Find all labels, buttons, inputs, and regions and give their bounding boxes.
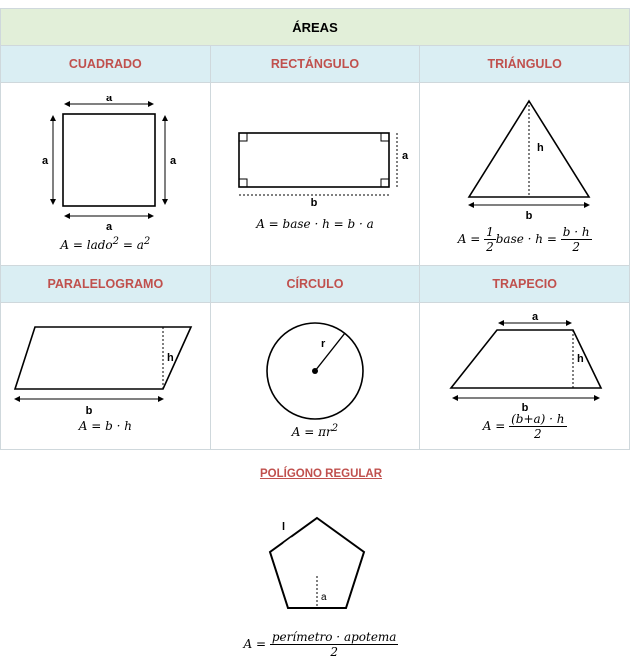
frac2-num: b · h bbox=[562, 224, 590, 239]
cell-trapecio bbox=[420, 303, 630, 450]
square-shape bbox=[63, 114, 155, 206]
triangle-label-height: h bbox=[536, 141, 544, 154]
parallelogram-label-base: b bbox=[85, 405, 93, 417]
heading-circulo: CÍRCULO bbox=[210, 266, 420, 303]
heading-paralelogramo: PARALELOGRAMO bbox=[1, 266, 211, 303]
parallelogram-figure bbox=[5, 319, 205, 419]
formula-circulo-lhs: A = πr bbox=[291, 425, 332, 439]
square-label-right: a bbox=[170, 155, 177, 167]
areas-table bbox=[0, 8, 630, 450]
formula-cuadrado-exp2: 2 bbox=[143, 236, 151, 247]
formula-cuadrado-lhs: A = bbox=[60, 238, 87, 252]
cell-triangulo bbox=[420, 83, 630, 266]
formula-triangulo bbox=[420, 225, 629, 254]
rectangle-shape bbox=[239, 133, 389, 187]
trapezoid-label-base: b bbox=[521, 401, 529, 412]
frac1-num: 1 bbox=[486, 224, 494, 239]
square-label-top: a bbox=[106, 96, 113, 104]
trapezoid-label-top: a bbox=[531, 311, 538, 323]
heading-triangulo: TRIÁNGULO bbox=[420, 46, 630, 83]
frac1-den: 2 bbox=[486, 239, 494, 254]
trapezoid-figure bbox=[425, 312, 625, 412]
cell-circulo bbox=[210, 303, 420, 450]
formula-cuadrado-term: lado bbox=[86, 238, 113, 252]
formula-triangulo-frac2 bbox=[561, 225, 592, 254]
triangle-figure bbox=[425, 95, 625, 225]
triangle-label-base: b bbox=[525, 209, 533, 222]
formula-poligono bbox=[0, 630, 642, 659]
square-label-left: a bbox=[42, 155, 49, 167]
rectangle-label-height: a bbox=[401, 150, 409, 162]
formula-trapecio bbox=[420, 412, 629, 441]
formula-poligono-lhs: A = bbox=[243, 637, 270, 651]
formula-triangulo-mid: base · h = bbox=[495, 231, 561, 246]
poligono-den: 2 bbox=[330, 645, 338, 659]
formula-cuadrado bbox=[1, 236, 210, 252]
pentagon-label-side: l bbox=[282, 521, 286, 533]
cell-paralelogramo bbox=[1, 303, 211, 450]
parallelogram-shape bbox=[15, 327, 191, 389]
pentagon-figure bbox=[258, 508, 384, 632]
formula-poligono-frac bbox=[270, 630, 399, 659]
formula-cuadrado-mid: = a bbox=[119, 238, 144, 252]
page-title: ÁREAS bbox=[1, 9, 630, 46]
formula-circulo-exp: 2 bbox=[331, 423, 339, 434]
areas-sheet bbox=[0, 8, 630, 450]
formula-circulo bbox=[211, 423, 420, 439]
poligono-num: perímetro · apotema bbox=[271, 630, 397, 644]
formula-cuadrado-exp: 2 bbox=[112, 236, 120, 247]
trapecio-num: (b+a) · h bbox=[511, 411, 565, 426]
rectangle-label-base: b bbox=[310, 197, 318, 207]
formula-triangulo-frac1 bbox=[484, 225, 496, 254]
rectangle-figure bbox=[215, 117, 415, 207]
heading-cuadrado: CUADRADO bbox=[1, 46, 211, 83]
heading-poligono-regular: POLÍGONO REGULAR bbox=[259, 468, 383, 480]
formula-trapecio-lhs: A = bbox=[482, 418, 510, 433]
cell-cuadrado bbox=[1, 83, 211, 266]
square-label-bottom: a bbox=[106, 221, 113, 233]
formula-triangulo-lhs: A = bbox=[457, 231, 485, 246]
circle-figure bbox=[215, 313, 415, 423]
circle-label-radius: r bbox=[320, 338, 326, 350]
square-figure bbox=[5, 96, 205, 236]
trapecio-den: 2 bbox=[534, 426, 542, 441]
heading-trapecio: TRAPECIO bbox=[420, 266, 630, 303]
cell-rectangulo bbox=[210, 83, 420, 266]
formula-rectangulo: A = base · h = b · a bbox=[256, 217, 374, 231]
pentagon-label-apothem: a bbox=[321, 592, 327, 603]
formula-paralelogramo: A = b · h bbox=[78, 419, 132, 433]
frac2-den: 2 bbox=[572, 239, 580, 254]
parallelogram-label-height: h bbox=[167, 352, 175, 364]
trapezoid-label-height: h bbox=[576, 352, 584, 365]
heading-rectangulo: RECTÁNGULO bbox=[210, 46, 420, 83]
formula-trapecio-frac bbox=[509, 412, 566, 441]
